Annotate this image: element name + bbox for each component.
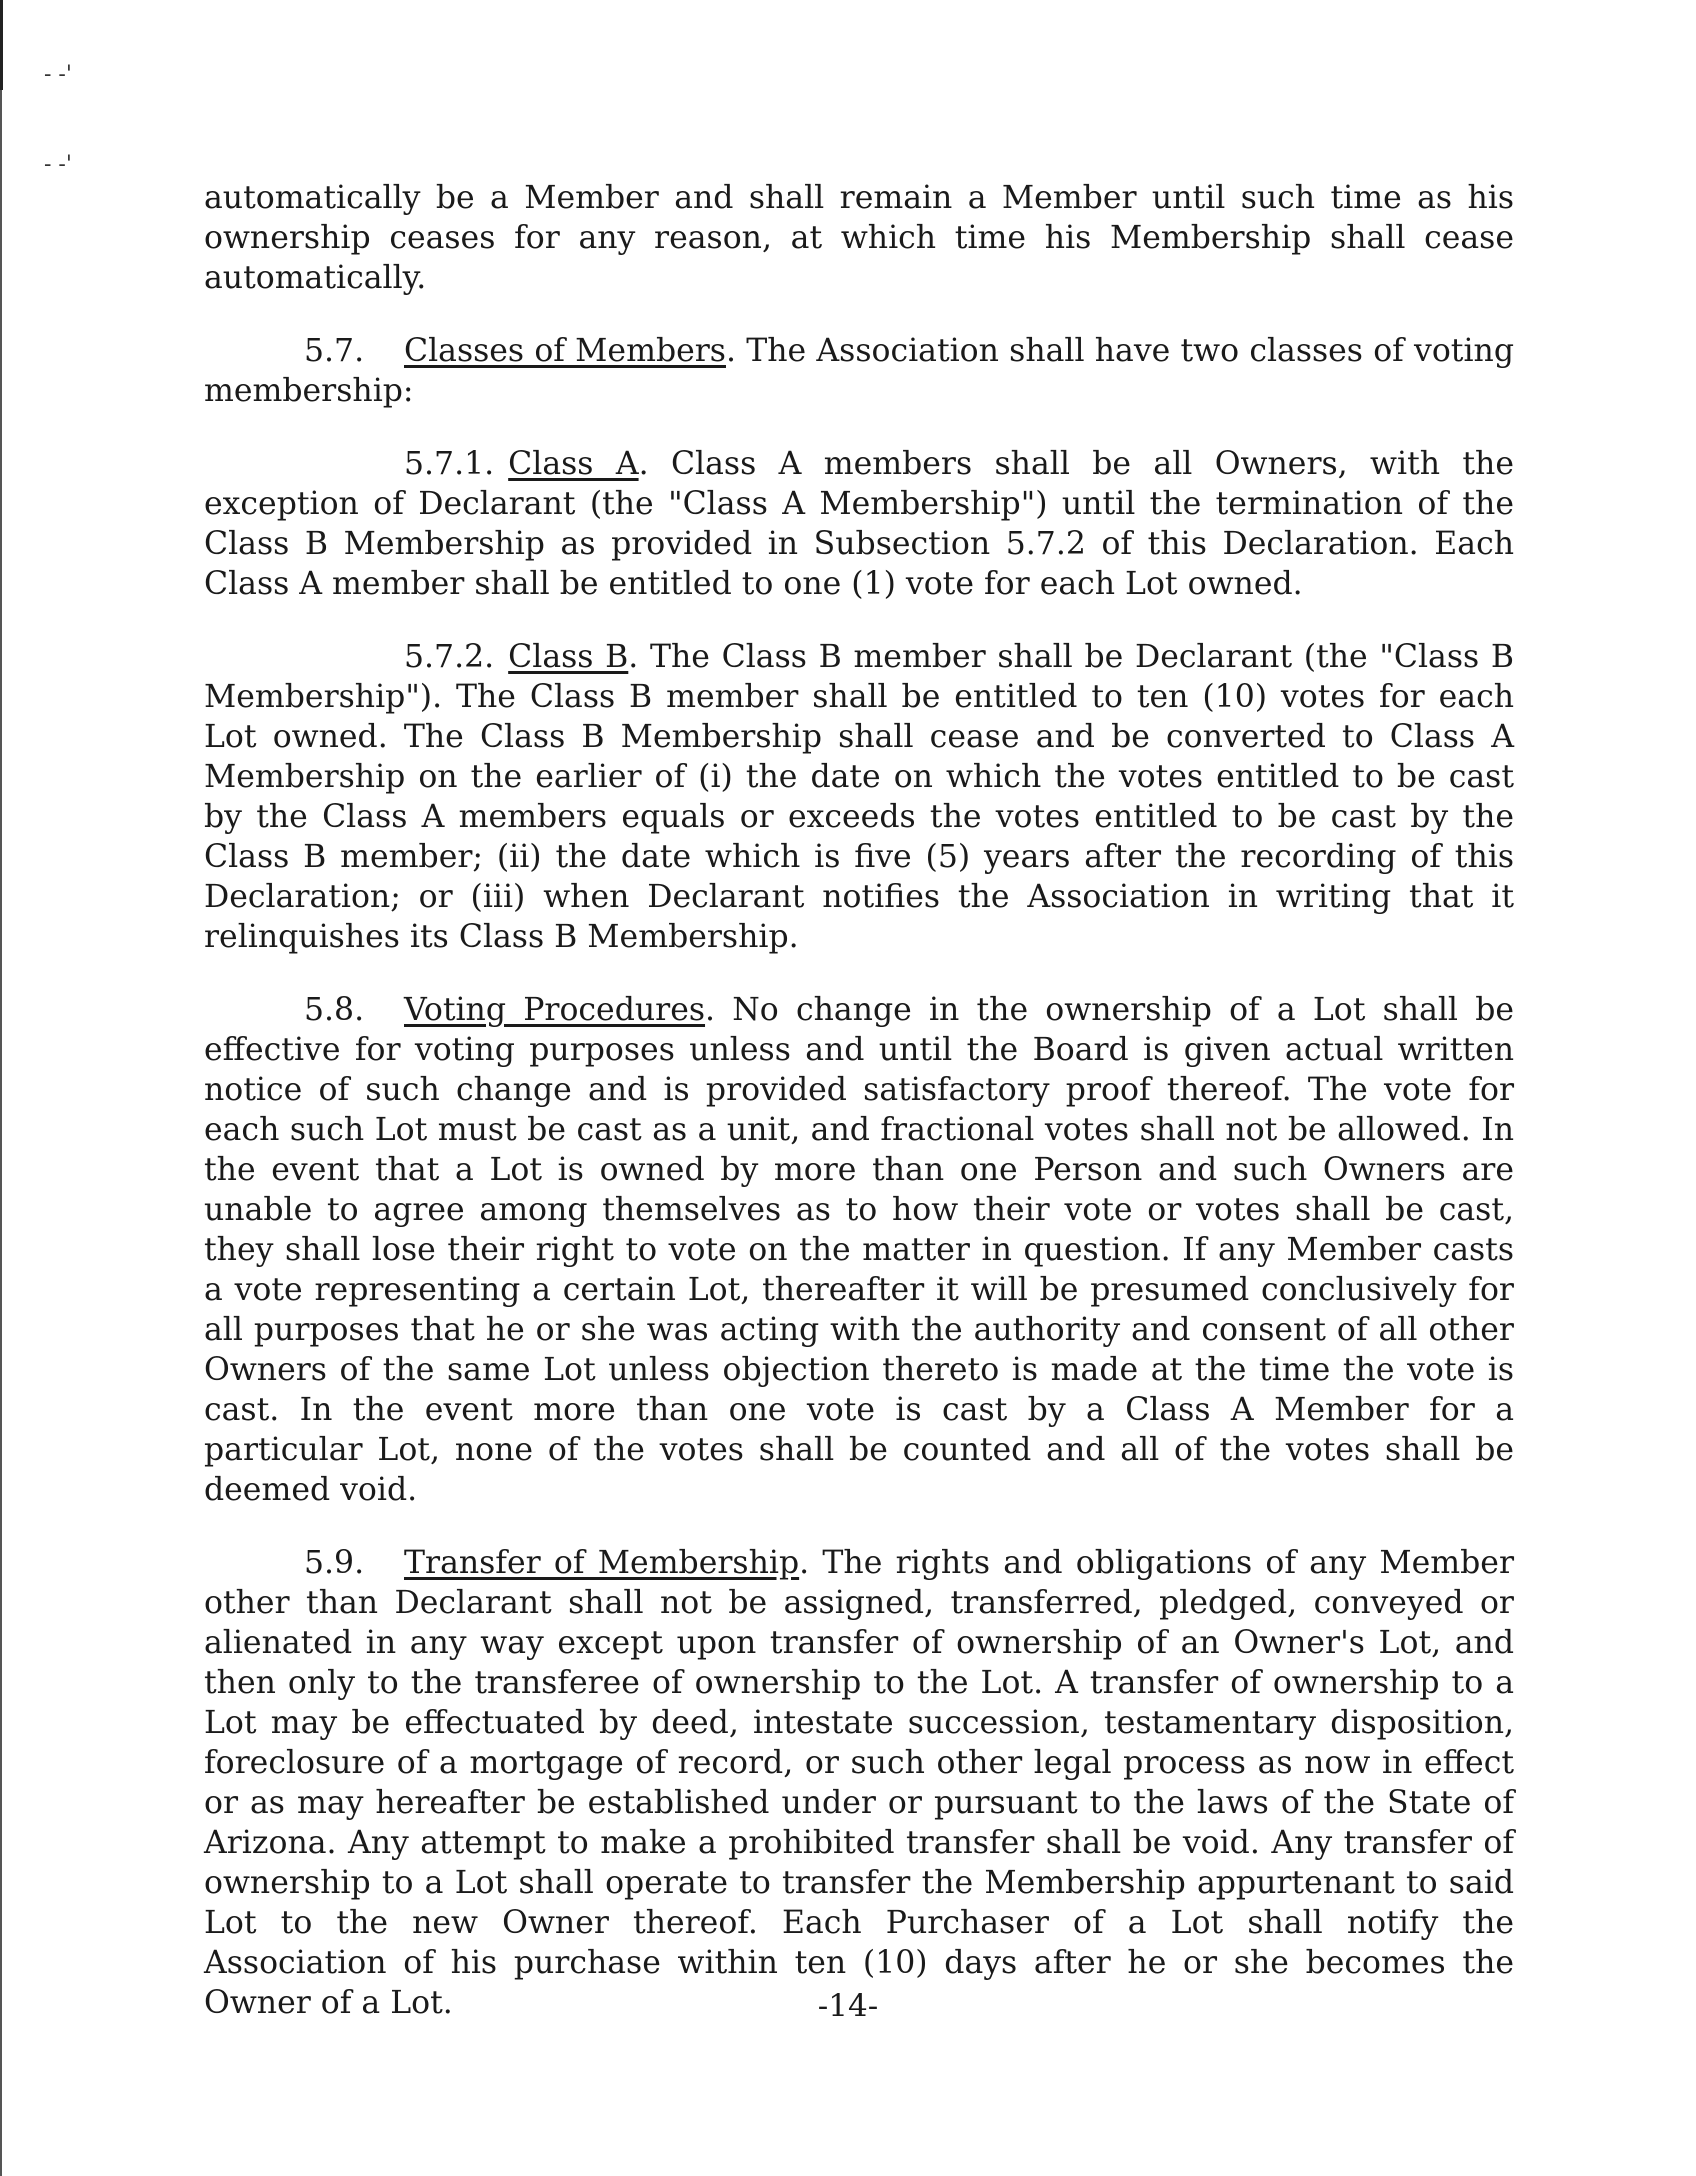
- margin-mark: - -': [44, 62, 72, 87]
- margin-mark: - -': [44, 152, 72, 177]
- section-heading: Voting Procedures: [404, 992, 706, 1028]
- page-number: -14-: [817, 1988, 879, 2024]
- section-number: 5.8.: [304, 992, 365, 1028]
- section-text: . Class A members shall be all Owners, with the exception of Declarant (the "Class A Membership") until the termination of the Class B Membership as provided in Subsection 5.7.2 of this Declaration. Each Class A member shall be entitled to one (1) vote for each Lot owned.: [204, 446, 1514, 602]
- section-heading: Class A: [508, 446, 639, 482]
- section-text: . No change in the ownership of a Lot shall be effective for voting purposes unless and until the Board is given actual written notice of such change and is provided satisfactory proof thereof. The vote for each such Lot must be cast as a unit, and fractional votes shall not be allowed. In the event that a Lot is owned by more than one Person and such Owners are unable to agree among themselves as to how their vote or votes shall be cast, they shall lose their right to vote on the matter in question. If any Member casts a vote representing a certain Lot, thereafter it will be presumed conclusively for all purposes that he or she was acting with the authority and consent of all other Owners of the same Lot unless objection thereto is made at the time the vote is cast. In the event more than one vote is cast by a Class A Member for a particular Lot, none of the votes shall be counted and all of the votes shall be deemed void.: [204, 992, 1514, 1508]
- scan-edge-mark: [0, 0, 3, 90]
- section-number: 5.7.1.: [404, 446, 495, 482]
- section-5-7-1: [204, 444, 1514, 604]
- section-number: 5.7.2.: [404, 639, 495, 675]
- scan-edge: [0, 0, 6, 2176]
- section-text: . The Association shall have two classes of voting membership:: [204, 333, 1514, 409]
- scan-edge-line: [0, 0, 2, 2176]
- section-5-7: [204, 331, 1514, 411]
- section-heading: Class B: [508, 639, 629, 675]
- document-body: [204, 178, 1514, 2056]
- margin-marks: [44, 30, 84, 210]
- section-5-9: [204, 1543, 1514, 2023]
- continuation-paragraph: automatically be a Member and shall remain a Member until such time as his ownership ceases for any reason, at which time his Membership shall cease automatically.: [204, 180, 1514, 296]
- section-number: 5.7.: [304, 333, 365, 369]
- section-5-7-2: [204, 637, 1514, 957]
- section-text: . The rights and obligations of any Member other than Declarant shall not be assigned, transferred, pledged, conveyed or alienated in any way except upon transfer of ownership of an Owner's Lot, and then only to the transferee of ownership to the Lot. A transfer of ownership to a Lot may be effectuated by deed, intestate succession, testamentary disposition, foreclosure of a mortgage of record, or such other legal process as now in effect or as may hereafter be established under or pursuant to the laws of the State of Arizona. Any attempt to make a prohibited transfer shall be void. Any transfer of ownership to a Lot shall operate to transfer the Membership appurtenant to said Lot to the new Owner thereof. Each Purchaser of a Lot shall notify the Association of his purchase within ten (10) days after he or she becomes the Owner of a Lot.: [204, 1545, 1514, 2021]
- section-5-8: [204, 990, 1514, 1510]
- section-heading: Classes of Members: [404, 333, 726, 369]
- section-text: . The Class B member shall be Declarant (the "Class B Membership"). The Class B member shall be entitled to ten (10) votes for each Lot owned. The Class B Membership shall cease and be converted to Class A Membership on the earlier of (i) the date on which the votes entitled to be cast by the Class A members equals or exceeds the votes entitled to be cast by the Class B member; (ii) the date which is five (5) years after the recording of this Declaration; or (iii) when Declarant notifies the Association in writing that it relinquishes its Class B Membership.: [204, 639, 1514, 955]
- section-heading: Transfer of Membership: [404, 1545, 800, 1581]
- section-number: 5.9.: [304, 1545, 365, 1581]
